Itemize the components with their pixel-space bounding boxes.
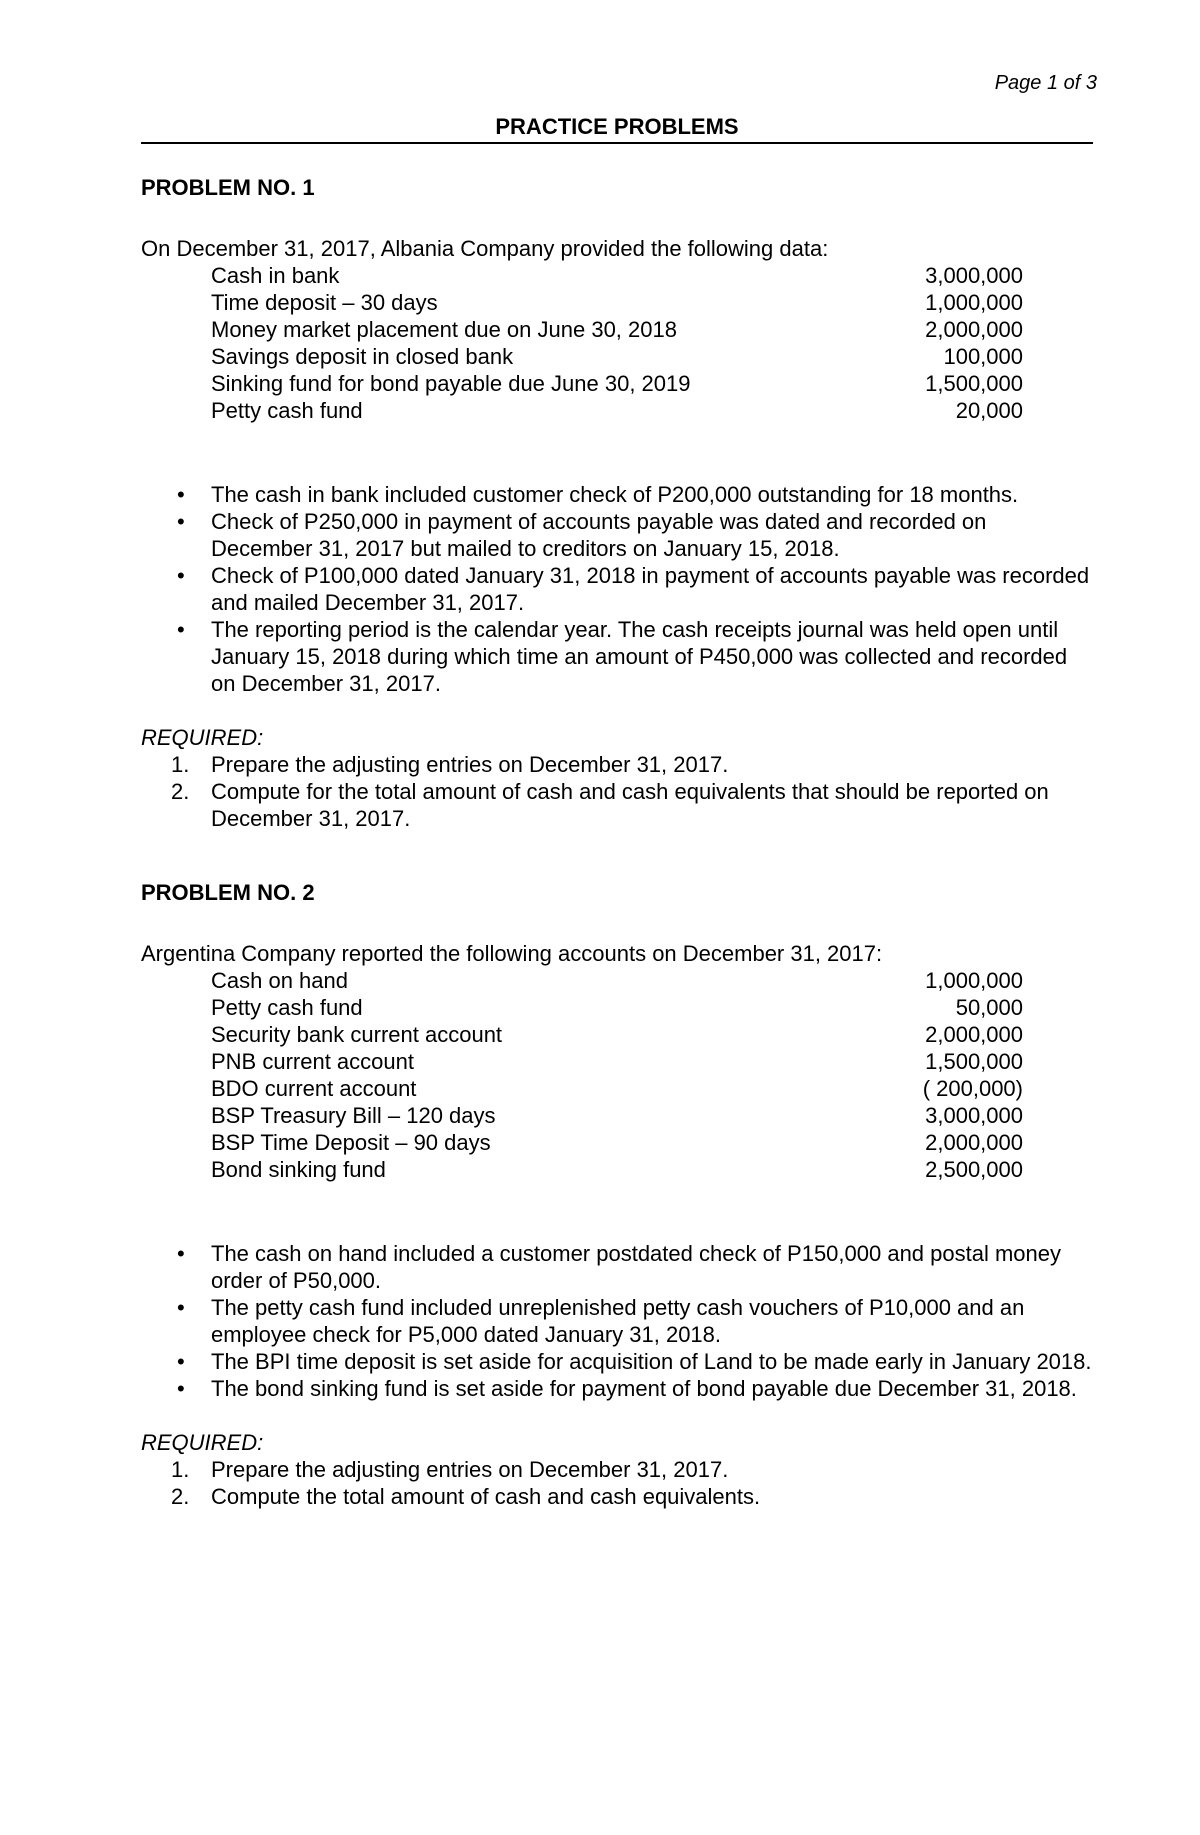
title-underline: [141, 142, 1093, 144]
account-row: [211, 262, 1023, 289]
required-text: Compute for the total amount of cash and cash equivalents that should be reported on December 31, 2017.: [211, 779, 1049, 831]
notes-list: [141, 1240, 1093, 1402]
bullet-icon: •: [177, 563, 185, 588]
bullet-icon: •: [177, 1295, 185, 1320]
account-label: BSP Time Deposit – 90 days: [211, 1130, 491, 1155]
note-item: [141, 481, 1093, 508]
document-title: PRACTICE PROBLEMS: [495, 114, 739, 139]
account-row: [211, 1156, 1023, 1183]
account-row: [211, 1021, 1023, 1048]
bullet-icon: •: [177, 1241, 185, 1266]
account-amount: 1,000,000: [925, 290, 1023, 315]
account-row: [211, 370, 1023, 397]
problem-1: [141, 174, 1093, 832]
note-text: Check of P250,000 in payment of accounts payable was dated and recorded on December 31, 2017 but mailed to creditors on January 15, 2018.: [211, 509, 987, 561]
note-item: [141, 562, 1093, 616]
account-row: [211, 289, 1023, 316]
note-text: The bond sinking fund is set aside for payment of bond payable due December 31, 2018.: [211, 1376, 1077, 1401]
account-label: Security bank current account: [211, 1022, 503, 1047]
required-number: 2.: [171, 779, 190, 804]
account-amount: 2,500,000: [925, 1157, 1023, 1182]
note-item: [141, 1348, 1093, 1375]
account-label: Savings deposit in closed bank: [211, 344, 514, 369]
required-text: Prepare the adjusting entries on December 31, 2017.: [211, 1457, 729, 1482]
accounts-list: [211, 967, 1023, 1183]
account-row: [211, 316, 1023, 343]
account-label: Money market placement due on June 30, 2018: [211, 317, 677, 342]
account-row: [211, 1075, 1023, 1102]
account-row: [211, 967, 1023, 994]
account-amount: 100,000: [943, 344, 1023, 369]
account-amount: 1,500,000: [925, 1049, 1023, 1074]
account-amount: 2,000,000: [925, 1022, 1023, 1047]
note-text: The cash in bank included customer check of P200,000 outstanding for 18 months.: [211, 482, 1019, 507]
accounts-list: [211, 262, 1023, 424]
required-label: REQUIRED:: [141, 1430, 264, 1455]
account-label: Cash on hand: [211, 968, 348, 993]
note-item: [141, 1240, 1093, 1294]
note-item: [141, 508, 1093, 562]
bullet-icon: •: [177, 482, 185, 507]
note-text: The reporting period is the calendar year. The cash receipts journal was held open until January 15, 2018 during which time an amount of P450,000 was collected and recorded on December 31, 2017.: [211, 617, 1068, 696]
account-label: Sinking fund for bond payable due June 30, 2019: [211, 371, 691, 396]
note-text: The cash on hand included a customer postdated check of P150,000 and postal money order of P50,000.: [211, 1241, 1062, 1293]
note-item: [141, 1294, 1093, 1348]
required-number: 2.: [171, 1484, 190, 1509]
problem-2: [141, 879, 1093, 1510]
required-item: [141, 1483, 1093, 1510]
account-amount: 1,000,000: [925, 968, 1023, 993]
required-label: REQUIRED:: [141, 725, 264, 750]
required-item: [141, 751, 1093, 778]
account-amount: 3,000,000: [925, 1103, 1023, 1128]
required-number: 1.: [171, 752, 190, 777]
required-text: Prepare the adjusting entries on December 31, 2017.: [211, 752, 729, 777]
account-row: [211, 1102, 1023, 1129]
note-text: The petty cash fund included unreplenished petty cash vouchers of P10,000 and an employee check for P5,000 dated January 31, 2018.: [211, 1295, 1025, 1347]
page-number: Page 1 of 3: [994, 72, 1097, 94]
account-amount: 20,000: [955, 398, 1023, 423]
note-text: The BPI time deposit is set aside for acquisition of Land to be made early in January 2018.: [211, 1349, 1092, 1374]
required-number: 1.: [171, 1457, 190, 1482]
account-amount: 1,500,000: [925, 371, 1023, 396]
account-label: Cash in bank: [211, 263, 340, 288]
problem-heading: PROBLEM NO. 1: [141, 175, 315, 200]
required-text: Compute the total amount of cash and cash equivalents.: [211, 1484, 761, 1509]
account-row: [211, 397, 1023, 424]
problem-intro: On December 31, 2017, Albania Company provided the following data:: [141, 236, 829, 261]
bullet-icon: •: [177, 509, 185, 534]
note-text: Check of P100,000 dated January 31, 2018 in payment of accounts payable was recorded and mailed December 31, 2017.: [211, 563, 1090, 615]
required-item: [141, 1456, 1093, 1483]
account-label: Petty cash fund: [211, 398, 363, 423]
account-row: [211, 994, 1023, 1021]
account-amount: 2,000,000: [925, 1130, 1023, 1155]
bullet-icon: •: [177, 1376, 185, 1401]
account-amount: ( 200,000): [922, 1076, 1023, 1101]
account-label: BSP Treasury Bill – 120 days: [211, 1103, 496, 1128]
account-label: Bond sinking fund: [211, 1157, 386, 1182]
problem-heading: PROBLEM NO. 2: [141, 880, 315, 905]
note-item: [141, 1375, 1093, 1402]
note-item: [141, 616, 1093, 697]
bullet-icon: •: [177, 1349, 185, 1374]
account-label: PNB current account: [211, 1049, 414, 1074]
account-amount: 2,000,000: [925, 317, 1023, 342]
required-list: [141, 1456, 1093, 1510]
account-row: [211, 343, 1023, 370]
required-list: [141, 751, 1093, 832]
account-label: BDO current account: [211, 1076, 417, 1101]
notes-list: [141, 481, 1093, 697]
account-label: Time deposit – 30 days: [211, 290, 438, 315]
account-amount: 3,000,000: [925, 263, 1023, 288]
account-row: [211, 1048, 1023, 1075]
account-label: Petty cash fund: [211, 995, 363, 1020]
required-item: [141, 778, 1093, 832]
account-row: [211, 1129, 1023, 1156]
problem-intro: Argentina Company reported the following accounts on December 31, 2017:: [141, 941, 883, 966]
account-amount: 50,000: [955, 995, 1023, 1020]
bullet-icon: •: [177, 617, 185, 642]
